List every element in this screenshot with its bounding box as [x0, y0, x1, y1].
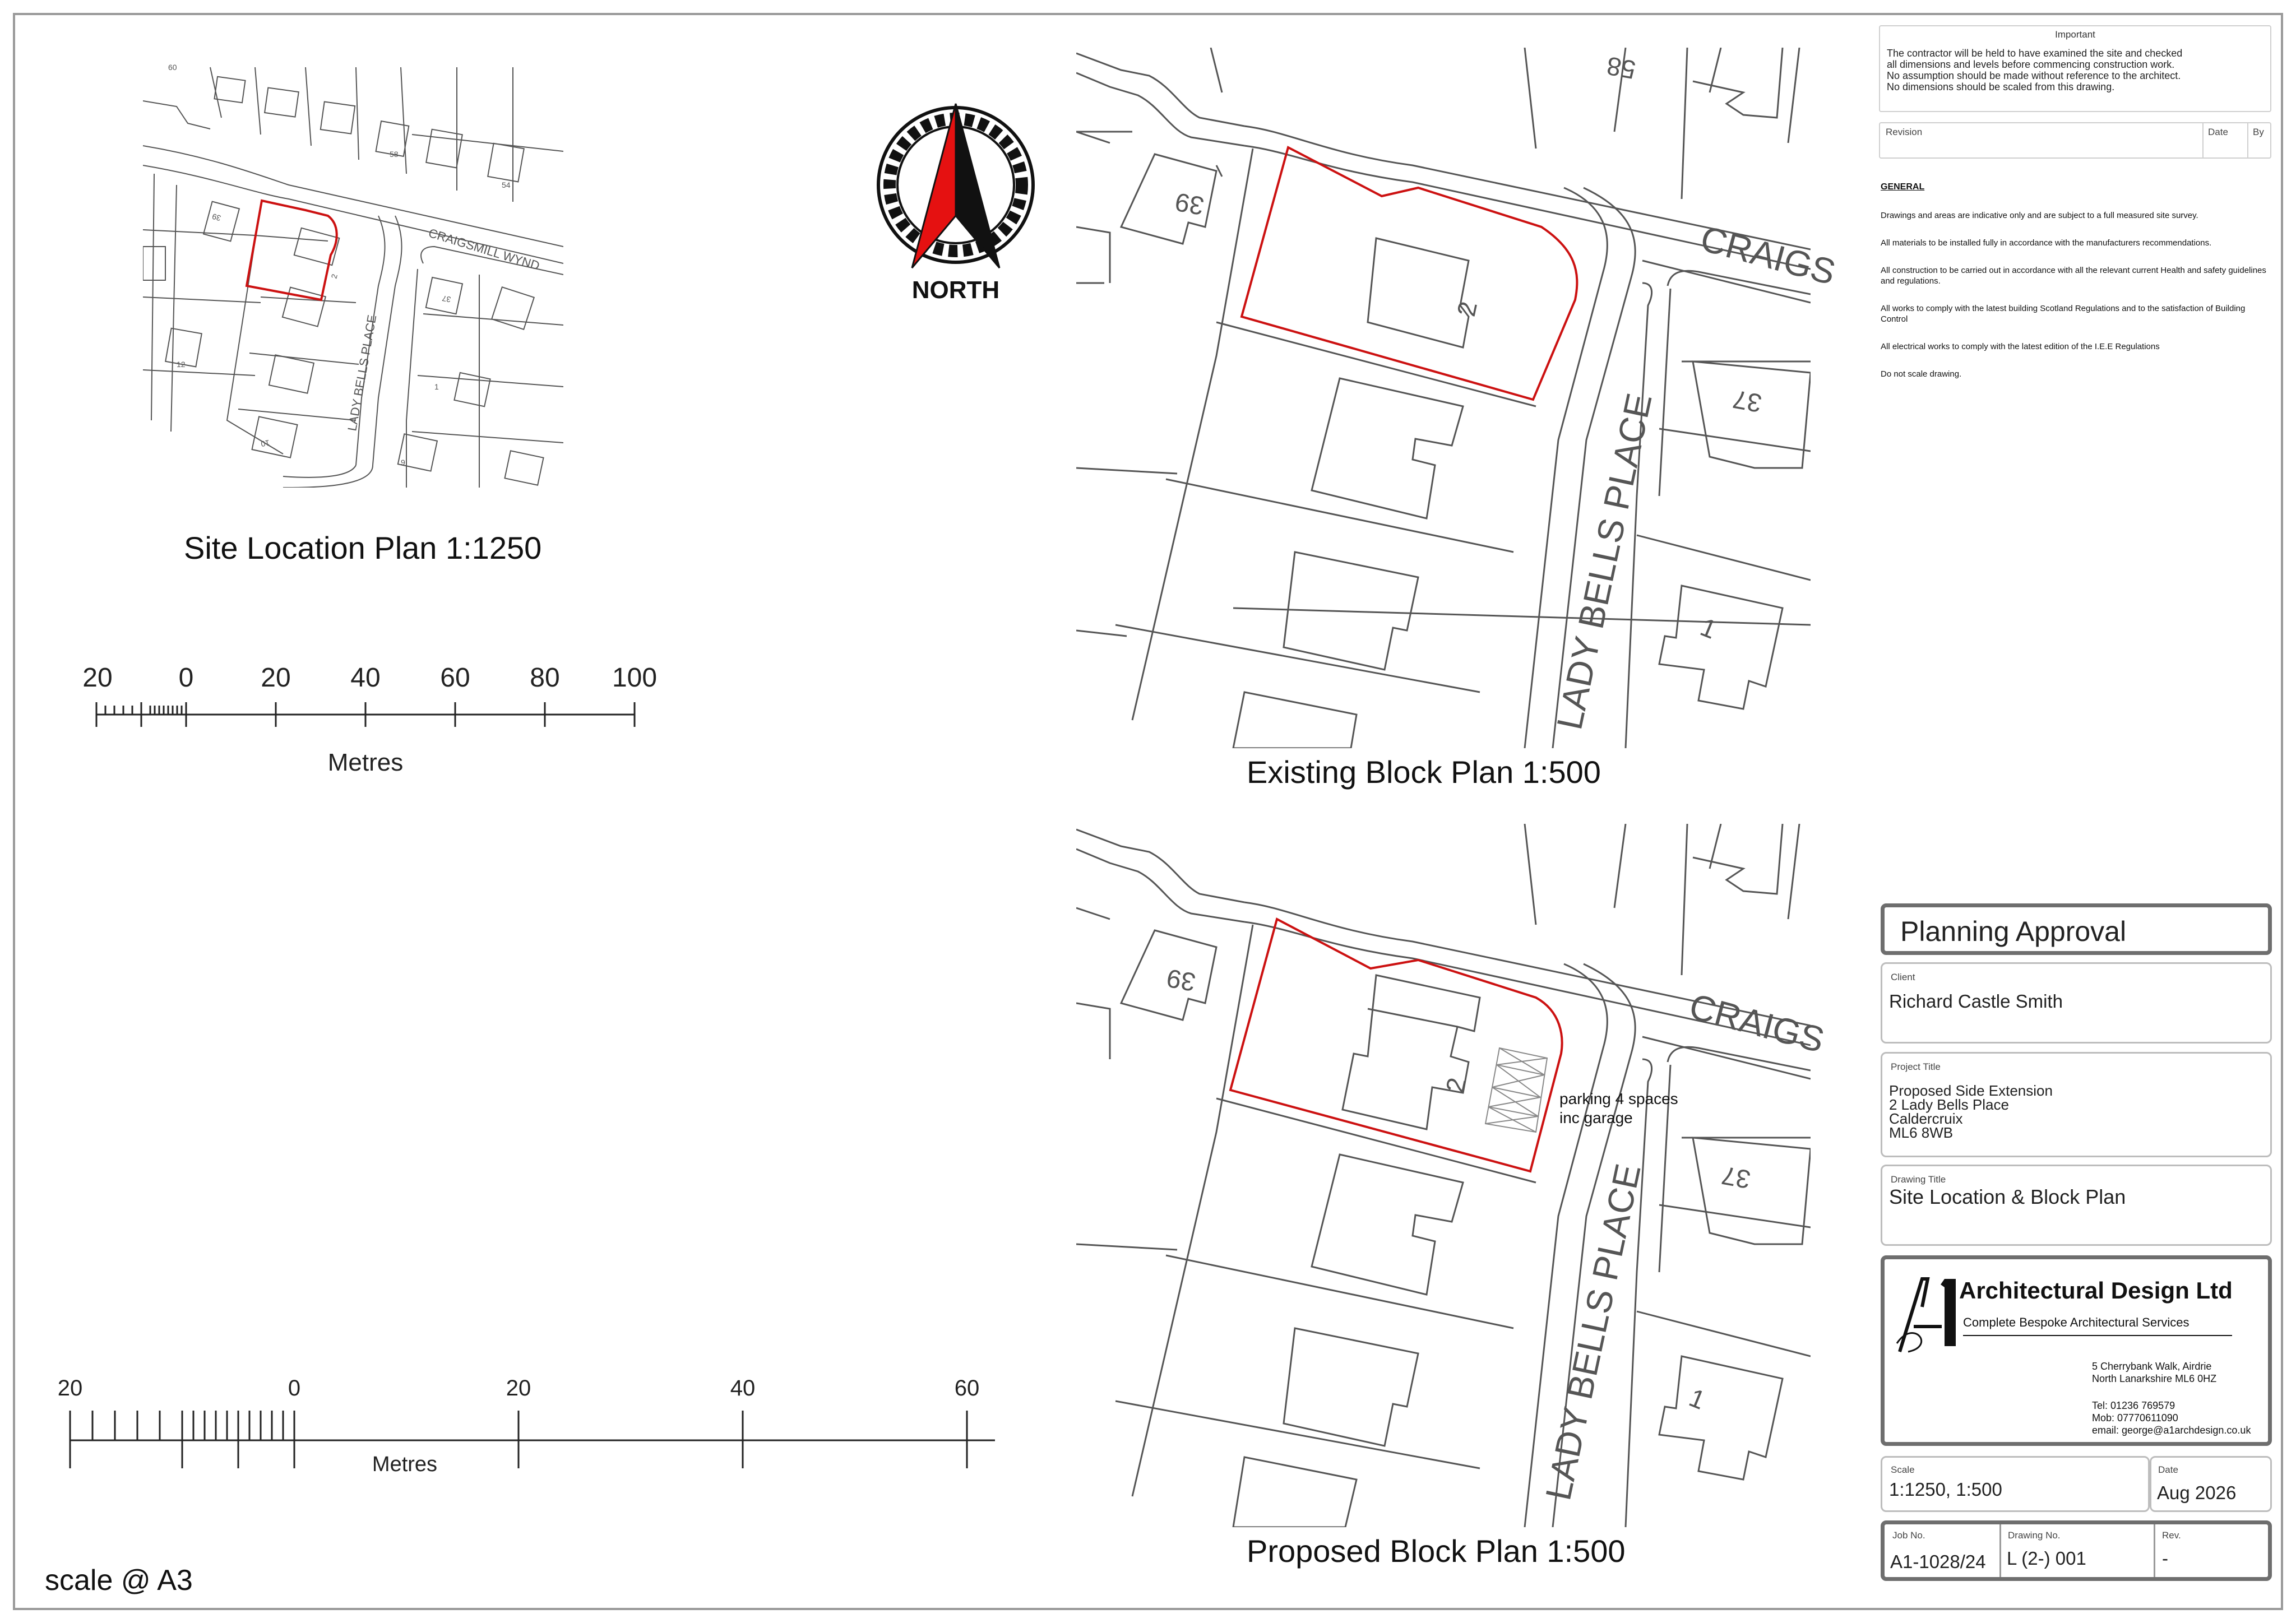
existing-house-number: 1 — [1696, 612, 1721, 644]
rev-label: Rev. — [2162, 1530, 2181, 1541]
scale-label: Scale — [1891, 1464, 1915, 1475]
proposed-house-number: 2 — [1439, 1075, 1472, 1096]
company-tel: Tel: 01236 769579 — [2092, 1400, 2175, 1411]
drawing-title-box — [1881, 1165, 2272, 1246]
site-location-plan-title: Site Location Plan 1:1250 — [184, 530, 542, 565]
drawing-no-value: L (2-) 001 — [2007, 1548, 2086, 1569]
scale-tick-label: 40 — [350, 663, 381, 693]
north-arrow — [872, 101, 1045, 308]
project-line: Caldercruix — [1889, 1110, 1963, 1127]
site-location-map — [143, 62, 563, 488]
revision-box — [1879, 122, 2271, 159]
site-house-number: 12 — [177, 360, 186, 369]
company-divider — [1963, 1335, 2232, 1336]
client-box — [1881, 962, 2272, 1044]
revision-date-label: Date — [2208, 127, 2228, 137]
important-line: No assumption should be made without reference to the architect. — [1887, 70, 2181, 81]
proposed-street-label-lady-bells: LADY BELLS PLACE — [1538, 1160, 1649, 1504]
parking-note-line-2: inc garage — [1559, 1109, 1633, 1126]
general-note: Do not scale drawing. — [1881, 369, 1962, 379]
north-label: NORTH — [911, 276, 1000, 304]
company-address-line: North Lanarkshire ML6 0HZ — [2092, 1373, 2217, 1384]
proposed-block-plan-title: Proposed Block Plan 1:500 — [1247, 1533, 1626, 1569]
drawing-no-label: Drawing No. — [2008, 1530, 2061, 1541]
general-notes — [1881, 210, 2273, 396]
important-box — [1879, 25, 2271, 112]
scale-unit-label: Metres — [372, 1453, 438, 1476]
project-line: 2 Lady Bells Place — [1889, 1096, 2009, 1113]
client-name: Richard Castle Smith — [1889, 991, 2063, 1012]
job-value: A1-1028/24 — [1890, 1551, 1986, 1572]
scale-tick-label: 20 — [506, 1376, 531, 1401]
scale-value: 1:1250, 1:500 — [1889, 1479, 2002, 1500]
existing-house-number: 58 — [1604, 51, 1638, 85]
scale-tick-label: 0 — [288, 1376, 301, 1401]
proposed-house-number: 1 — [1685, 1383, 1710, 1415]
project-box — [1881, 1052, 2272, 1157]
status-box — [1881, 903, 2272, 955]
scale-unit-label: Metres — [327, 749, 404, 776]
scale-tick-label: 20 — [82, 663, 113, 693]
site-house-number: 2 — [329, 273, 339, 280]
job-row-box — [1881, 1520, 2272, 1581]
company-email: email: george@a1archdesign.co.uk — [2092, 1425, 2251, 1436]
general-note: All electrical works to comply with the latest edition of the I.E.E Regulations — [1881, 342, 2160, 351]
general-note: All works to comply with the latest building Scotland Regulations and to the satisfaction of Building Control — [1881, 304, 2246, 324]
site-house-number: 54 — [502, 180, 511, 189]
site-house-number: 1 — [434, 382, 439, 391]
scale-bar-500 — [50, 1370, 1015, 1494]
drawing-title-label: Drawing Title — [1891, 1174, 1946, 1185]
proposed-block-plan-map — [1076, 824, 1829, 1527]
parking-note-line-1: parking 4 spaces — [1559, 1090, 1678, 1107]
site-house-number: 39 — [211, 212, 222, 223]
existing-block-plan-title: Existing Block Plan 1:500 — [1247, 754, 1601, 790]
site-house-number: 9 — [401, 458, 405, 467]
company-name: Architectural Design Ltd — [1959, 1277, 2233, 1304]
revision-by-label: By — [2253, 127, 2264, 137]
important-line: No dimensions should be scaled from this drawing. — [1887, 81, 2115, 92]
site-house-number: 10 — [260, 438, 271, 449]
revision-label: Revision — [1886, 127, 1923, 137]
scale-bar-1250 — [78, 659, 673, 782]
status-label: Planning Approval — [1900, 916, 2127, 947]
client-label: Client — [1891, 972, 1915, 982]
general-note: All materials to be installed fully in accordance with the manufacturers recommendations. — [1881, 238, 2212, 248]
scale-tick-label: 60 — [954, 1376, 980, 1401]
existing-house-number: 2 — [1451, 299, 1483, 319]
rev-value: - — [2162, 1548, 2168, 1569]
scale-tick-label: 60 — [440, 663, 470, 693]
site-street-label-1: CRAIGSMILL WYND — [427, 225, 541, 273]
site-house-number: 60 — [168, 63, 177, 72]
project-line: ML6 8WB — [1889, 1124, 1954, 1141]
company-logo-icon — [1891, 1273, 1964, 1357]
site-house-number: 37 — [441, 294, 452, 304]
date-label: Date — [2158, 1464, 2178, 1475]
scale-tick-label: 40 — [730, 1376, 756, 1401]
proposed-house-number: 39 — [1164, 963, 1198, 998]
existing-street-label-lady-bells: LADY BELLS PLACE — [1549, 389, 1660, 733]
general-note: All construction to be carried out in accordance with all the relevant current Health and safety guidelines and regulations. — [1881, 266, 2266, 286]
existing-block-plan-map — [1076, 48, 1840, 748]
project-label: Project Title — [1891, 1061, 1941, 1072]
site-street-label-2: LADY BELLS PLACE — [345, 313, 379, 432]
company-mob: Mob: 07770611090 — [2092, 1412, 2178, 1423]
general-note: Drawings and areas are indicative only and are subject to a full measured site survey. — [1881, 211, 2198, 220]
company-tagline: Complete Bespoke Architectural Services — [1963, 1315, 2189, 1329]
scale-box — [1881, 1456, 2150, 1512]
company-address-line: 5 Cherrybank Walk, Airdrie — [2092, 1361, 2212, 1372]
date-value: Aug 2026 — [2157, 1482, 2237, 1503]
existing-house-number: 37 — [1730, 384, 1764, 419]
job-label: Job No. — [1892, 1530, 1925, 1541]
important-line: The contractor will be held to have examined the site and checked — [1887, 48, 2183, 59]
scale-at-a3: scale @ A3 — [45, 1564, 193, 1597]
scale-tick-label: 20 — [261, 663, 291, 693]
proposed-street-label-craigs: CRAIGS — [1685, 985, 1829, 1061]
drawing-title: Site Location & Block Plan — [1889, 1185, 2126, 1208]
general-heading: GENERAL — [1881, 182, 1925, 192]
existing-street-label-craigs: CRAIGS — [1696, 217, 1840, 293]
company-box — [1881, 1255, 2272, 1446]
scale-tick-label: 100 — [612, 663, 658, 693]
existing-house-number: 39 — [1173, 187, 1206, 221]
proposed-house-number: 37 — [1719, 1161, 1753, 1195]
important-line: all dimensions and levels before commencing construction work. — [1887, 59, 2175, 70]
scale-tick-label: 80 — [530, 663, 560, 693]
scale-tick-label: 0 — [178, 663, 194, 693]
date-box — [2150, 1456, 2272, 1512]
site-house-number: 58 — [390, 150, 399, 159]
project-line: Proposed Side Extension — [1889, 1082, 2053, 1099]
scale-tick-label: 20 — [57, 1376, 83, 1401]
important-heading: Important — [2055, 29, 2095, 40]
